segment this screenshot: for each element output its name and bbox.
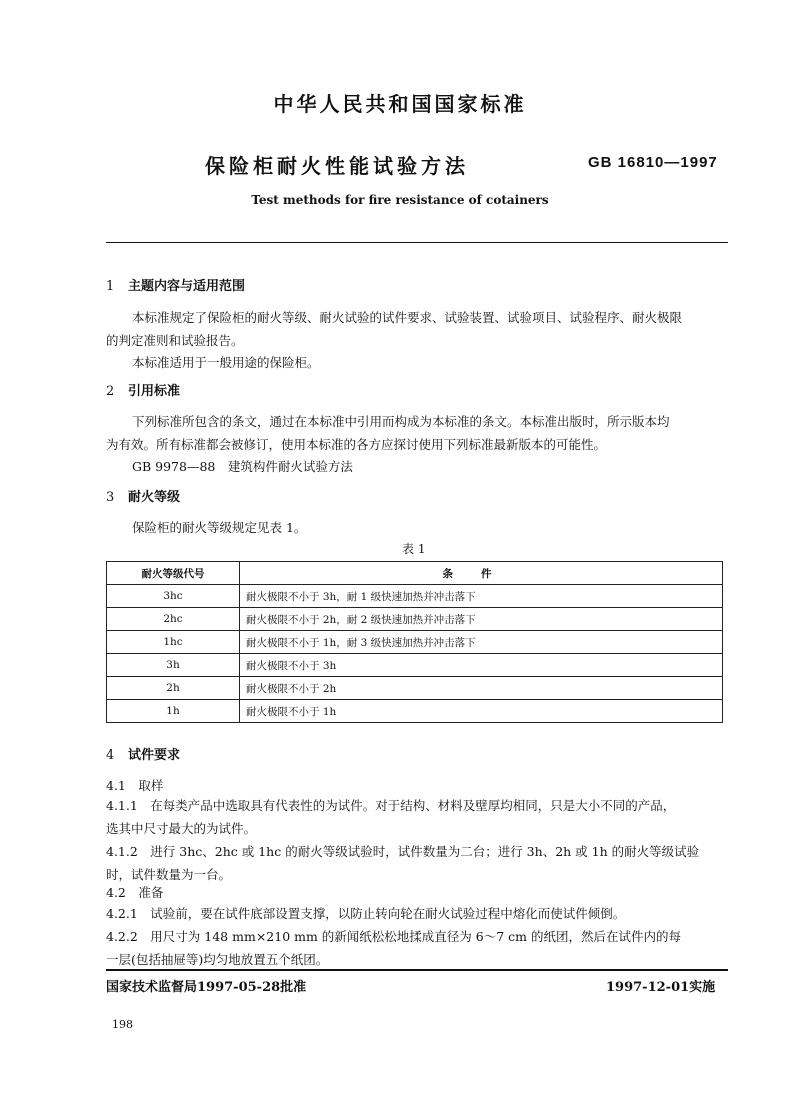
table-row (107, 631, 723, 654)
footer-divider (106, 969, 728, 971)
table-row (107, 700, 723, 723)
standard-org-title: 中华人民共和国国家标准 (273, 92, 527, 116)
text-line: 时，试件数量为一台。 (106, 867, 232, 882)
table-cell-condition: 耐火极限不小于 1h (240, 700, 723, 723)
section-4-heading (106, 744, 180, 763)
table-cell-code: 3h (107, 654, 240, 677)
table-cell-condition: 耐火极限不小于 3h，耐 1 级快速加热并冲击落下 (240, 585, 723, 608)
text-line: 一层(包括抽屉等)均匀地放置五个纸团。 (106, 952, 329, 967)
section-number: 1 (106, 279, 115, 294)
section-2-paragraph-1 (106, 410, 730, 456)
fire-resistance-grade-table (106, 561, 723, 723)
section-title: 耐火等级 (128, 490, 181, 505)
table-header-code: 耐火等级代号 (107, 562, 240, 585)
text-line: 4.1.1 在每类产品中选取具有代表性的为试件。对于结构、材料及壁厚均相同，只是大小不同的产品， (106, 798, 676, 813)
table-cell-condition: 耐火极限不小于 2h，耐 2 级快速加热并冲击落下 (240, 608, 723, 631)
text-line: 下列标准所包含的条文，通过在本标准中引用而构成为本标准的条文。本标准出版时，所示版本均 (132, 414, 670, 429)
table-cell-code: 1hc (107, 631, 240, 654)
table-row (107, 654, 723, 677)
table-row (107, 585, 723, 608)
section-2-reference: GB 9978—88 建筑构件耐火试验方法 (132, 459, 353, 474)
clause-4-1-1 (106, 794, 730, 840)
approval-date: 国家技术监督局1997-05-28批准 (106, 980, 307, 995)
document-title: 保险柜耐火性能试验方法 (205, 154, 469, 178)
table-cell-code: 2hc (107, 608, 240, 631)
text-line: 选其中尺寸最大的为试件。 (106, 821, 257, 836)
section-title: 引用标准 (128, 384, 181, 399)
text-line: 的判定准则和试验报告。 (106, 333, 244, 348)
clause-4-2: 4.2 准备 (106, 885, 164, 900)
section-number: 2 (106, 384, 115, 399)
section-1-paragraph-2: 本标准适用于一般用途的保险柜。 (132, 355, 320, 370)
table-header-row (107, 562, 723, 585)
table-cell-code: 2h (107, 677, 240, 700)
text-line: 4.1.2 进行 3hc、2hc 或 1hc 的耐火等级试验时，试件数量为二台；进行 3h、2h 或 1h 的耐火等级试验 (106, 844, 700, 859)
section-1-heading (106, 275, 245, 294)
text-line: 4.2.2 用尺寸为 148 mm×210 mm 的新闻纸松松地揉成直径为 6～7 cm 的纸团，然后在试件内的每 (106, 929, 681, 944)
clause-4-2-1: 4.2.1 试验前，要在试件底部设置支撑，以防止转向轮在耐火试验过程中熔化而使试件倾倒。 (106, 906, 626, 921)
section-3-heading (106, 486, 180, 505)
table-1 (106, 561, 723, 723)
section-1-paragraph-1 (106, 306, 730, 352)
implementation-date: 1997-12-01实施 (606, 980, 716, 995)
section-number: 4 (106, 748, 115, 763)
table-cell-condition: 耐火极限不小于 2h (240, 677, 723, 700)
table-1-caption: 表 1 (402, 542, 426, 556)
text-line: 为有效。所有标准都会被修订，使用本标准的各方应探讨使用下列标准最新版本的可能性。 (106, 437, 607, 452)
clause-4-1-2 (106, 840, 730, 886)
table-cell-code: 3hc (107, 585, 240, 608)
table-header-condition: 条件 (240, 562, 723, 585)
section-title: 主题内容与适用范围 (128, 279, 246, 294)
page-number: 198 (112, 1018, 133, 1031)
text-line: 本标准规定了保险柜的耐火等级、耐火试验的试件要求、试验装置、试验项目、试验程序、耐火极限 (132, 310, 683, 325)
table-row (107, 608, 723, 631)
table-cell-condition: 耐火极限不小于 1h，耐 3 级快速加热并冲击落下 (240, 631, 723, 654)
table-row (107, 677, 723, 700)
section-2-heading (106, 380, 180, 399)
section-title: 试件要求 (128, 748, 181, 763)
section-3-paragraph-1: 保险柜的耐火等级规定见表 1。 (132, 520, 307, 535)
header-divider (106, 242, 728, 243)
clause-4-2-2 (106, 925, 730, 971)
table-cell-code: 1h (107, 700, 240, 723)
section-number: 3 (106, 490, 115, 505)
document-subtitle-english: Test methods for fire resistance of cotainers (251, 193, 549, 207)
table-cell-condition: 耐火极限不小于 3h (240, 654, 723, 677)
document-number: GB 16810—1997 (588, 154, 718, 171)
clause-4-1: 4.1 取样 (106, 778, 164, 793)
